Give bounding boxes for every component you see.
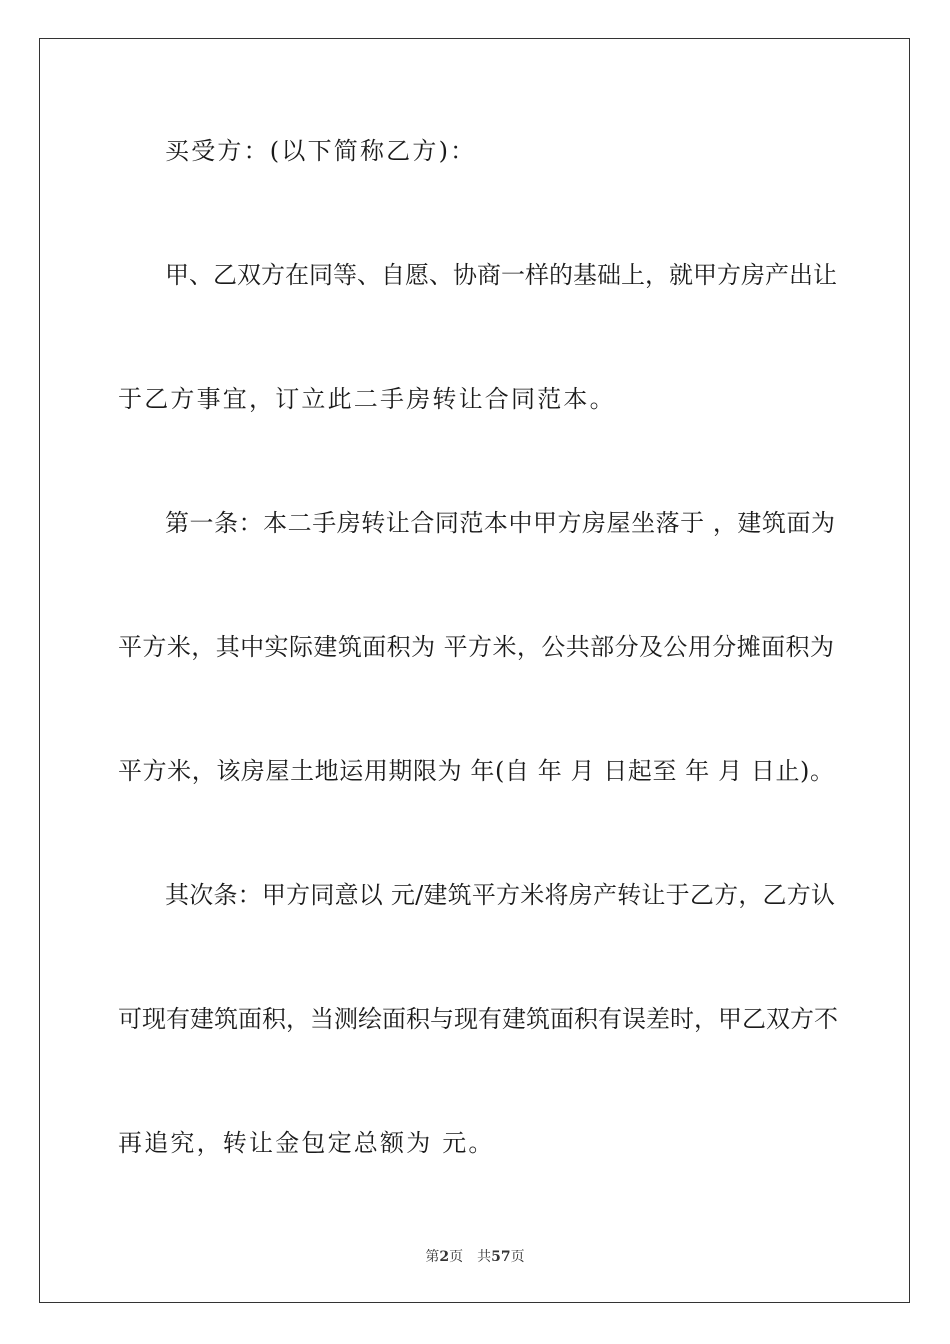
article-2-line-3: 再追究，转让金包定总额为 元。 bbox=[118, 1129, 495, 1157]
page-prefix: 第 bbox=[425, 1249, 440, 1265]
total-suffix: 页 bbox=[510, 1249, 525, 1265]
page-footer bbox=[0, 1248, 950, 1266]
article-1-line-3: 平方米，该房屋土地运用期限为 年(自 年 月 日起至 年 月 日止)。 bbox=[118, 757, 834, 785]
page-suffix: 页 bbox=[449, 1249, 464, 1265]
paragraph-intro-line-2: 于乙方事宜，订立此二手房转让合同范本。 bbox=[118, 385, 616, 413]
page-current: 2 bbox=[439, 1249, 450, 1265]
article-1-line-2: 平方米，其中实际建筑面积为 平方米，公共部分及公用分摊面积为 bbox=[118, 633, 834, 661]
buyer-line: 买受方：(以下简称乙方)： bbox=[165, 137, 477, 165]
article-2-line-2: 可现有建筑面积，当测绘面积与现有建筑面积有误差时，甲乙双方不 bbox=[118, 1005, 838, 1033]
page-border bbox=[39, 38, 910, 1303]
article-1-line-1: 第一条：本二手房转让合同范本中甲方房屋坐落于 ，建筑面为 bbox=[165, 509, 835, 537]
article-2-line-1: 其次条：甲方同意以 元/建筑平方米将房产转让于乙方，乙方认 bbox=[165, 881, 835, 909]
page-total: 57 bbox=[491, 1249, 511, 1265]
paragraph-intro-line-1: 甲、乙双方在同等、自愿、协商一样的基础上，就甲方房产出让 bbox=[165, 261, 837, 289]
total-prefix: 共 bbox=[477, 1249, 492, 1265]
